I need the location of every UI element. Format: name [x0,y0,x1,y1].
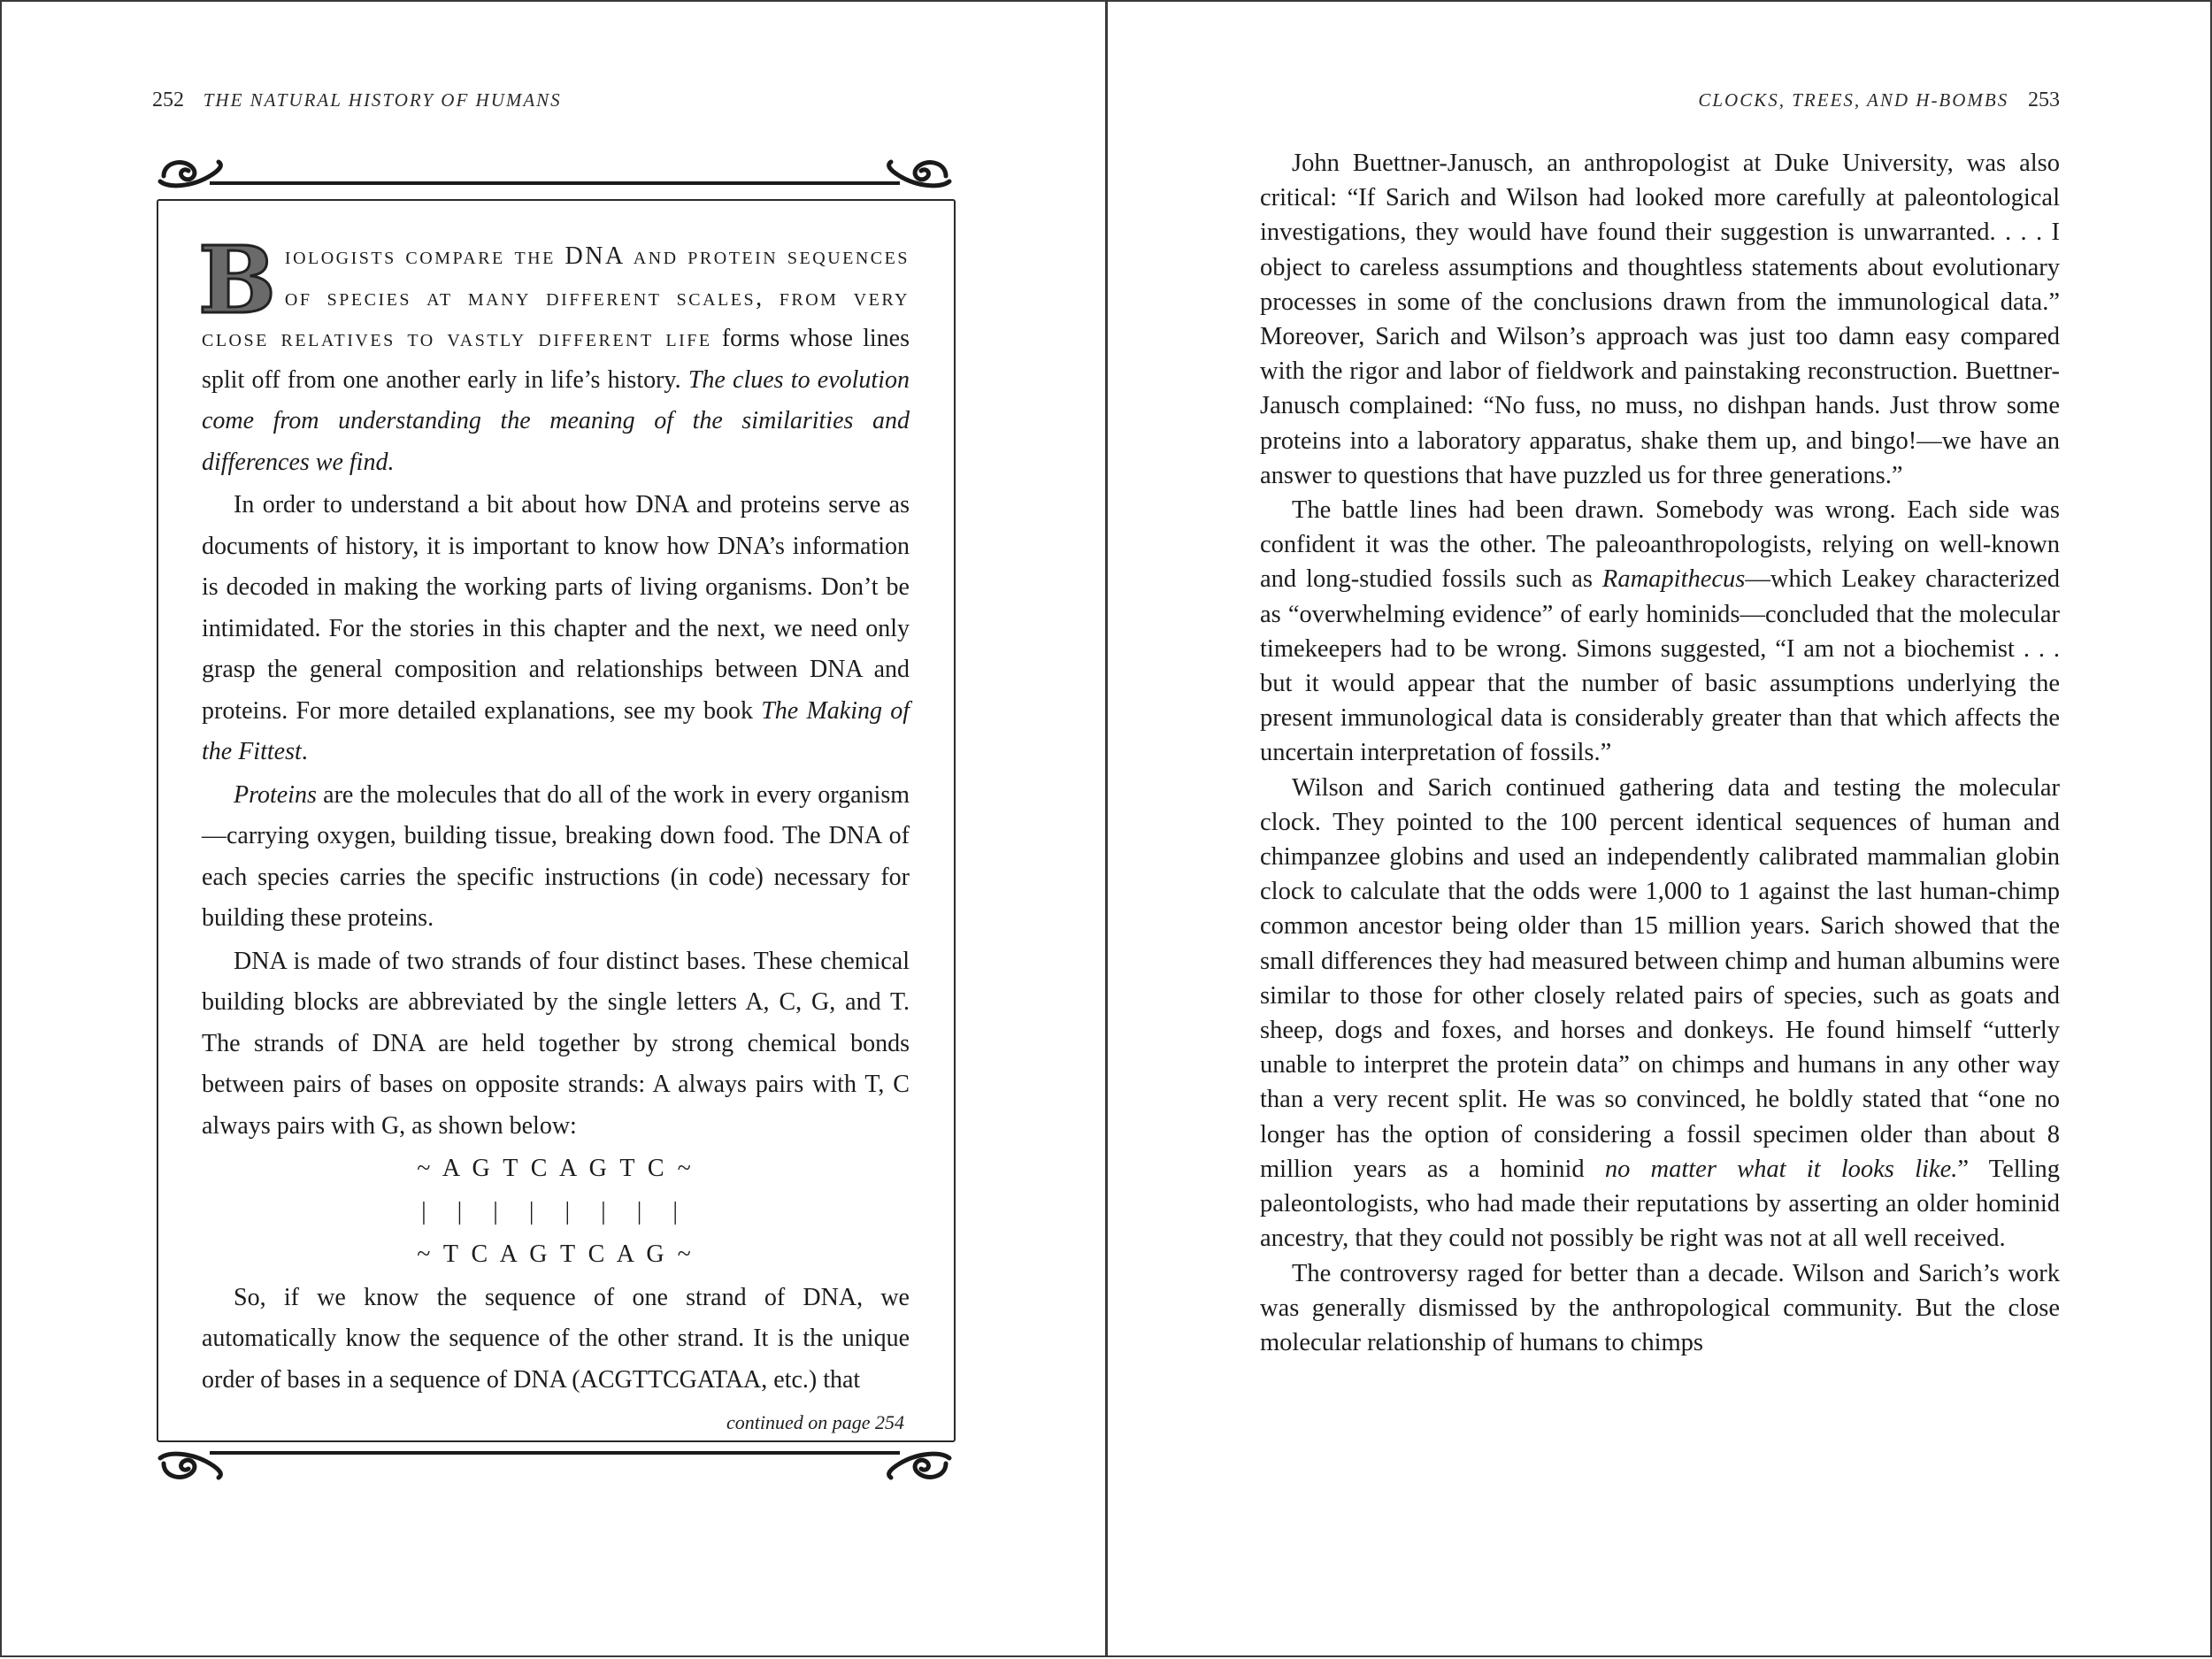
sidebar-paragraph-4: DNA is made of two strands of four distinct bases. These chemical building blocks are abbreviated by the single letters A, C, G, and T. The strands of DNA are held together by strong chemical bonds between pairs of bases on opposite strands: A always pairs with T, C always pairs with G, as shown below: [202,947,910,1140]
right-page-body [1260,146,2060,1360]
sidebar-paragraph-2 [202,485,910,773]
drop-cap: B [198,226,276,334]
p2-b: —which Leakey characterized as “overwhelming evidence” of early hominids—concluded that the molecular timekeepers had to be wrong. Simons suggested, “I am not a biochemist . . . but it would appear that the number of basic assumptions underlying the present immunological data is considerably greater than that which affects the uncertain interpretation of fossils.” [1260,565,2061,767]
running-title: CLOCKS, TREES, AND H-BOMBS [1698,89,2009,111]
paragraph-3 [1260,771,2060,1256]
paragraph-1: John Buettner-Janusch, an anthropologist at Duke University, was also critical: “If Sarich and Wilson had looked more carefully at paleontological investigations, they would have found their suggestion is unwarranted. . . . I object to careless assumptions and thoughtless statements about evolutionary processes in some of the conclusions drawn from the immunological data.” Moreover, Sarich and Wilson’s approach was just too damn easy compared with the rigor and labor of fieldwork and painstaking reconstruction. Buettner-Janusch complained: “No fuss, no muss, no dishpan hands. Just throw some proteins into a laboratory apparatus, shake them up, and bingo!—we have an answer to questions that have puzzled us for three generations.” [1260,150,2060,489]
p2-text: In order to understand a bit about how DNA and proteins serve as documents of history, it is important to know how DNA’s information is decoded in making the working parts of living organisms. Don’t be intimidated. For the stories in this chapter and the next, we need only grasp the general composition and relationships between DNA and proteins. For more detailed explanations, see my book [202,491,910,725]
p3-a: Wilson and Sarich continued gathering data and testing the molecular clock. They pointed to the 100 percent identical sequences of human and chimpanzee globins and used an independently calibrated mammalian globin clock to calculate that the odds were 1,000 to 1 against the last human-chimp common ancestor being older than 15 million years. Sarich showed that the small differences they had measured between chimp and human albumins were similar to those for other closely related pairs of species, such as goats and sheep, dogs and foxes, and horses and donkeys. He found himself “utterly unable to interpret the protein data” on chimps and humans in any other way than a very recent split. He was so convinced, he boldly stated that “one no longer has the option of considering a fossil specimen older than about 8 million years as a hominid [1260,773,2060,1183]
page-number: 252 [152,88,184,111]
sidebar-box [157,199,956,1442]
p2-italic: Ramapithecus [1601,565,1746,594]
sidebar-lead-paragraph [198,226,910,483]
sidebar-paragraph-5: So, if we know the sequence of one strand of DNA, we automatically know the sequence of the other strand. It is the unique order of bases in a sequence of DNA (ACGTTCGATAA, etc.) that [202,1283,910,1394]
ornament-bottom-rule [157,1446,953,1490]
sidebar-paragraph-3 [202,775,910,940]
dna-bonds: | | | | | | | | [421,1197,690,1225]
ornament-top-rule [157,150,953,194]
running-head-left [152,88,562,112]
scroll-ornament-icon [160,1454,949,1478]
lead-smallcaps: iologists compare the DNA and protein sequences of species at many different scales, from very close relatives to vastly different life [202,242,910,352]
p2-a: The battle lines had been drawn. Somebody was wrong. Each side was confident it was the other. The paleoanthropologists, relying on well-known and long-studied fossils such as [1260,496,2060,594]
p3-text: are the molecules that do all of the work in every organism—carrying oxygen, building tissue, breaking down food. The DNA of each species carries the specific instructions (in code) necessary for building these proteins. [202,780,910,932]
book-title: The Making of the Fittest [202,696,910,765]
p3-italic: Proteins [234,780,317,809]
p2-end: . [301,738,308,765]
p3-italic: no matter what it looks like. [1604,1155,1958,1183]
running-title: THE NATURAL HISTORY OF HUMANS [203,89,562,111]
paragraph-4: The controversy raged for better than a decade. Wilson and Sarich’s work was generally dismissed by the anthropological community. But the close molecular relationship of humans to chimps [1260,1259,2060,1356]
running-head-right [1698,88,2060,112]
lead-rest: forms whose lines split off from one another early in life’s history. [202,325,910,394]
lead-italic: The clues to evolution come from understanding the meaning of the similarities and differences we find. [202,365,910,476]
continued-note: continued on page 254 [726,1411,904,1433]
sidebar-text [198,226,910,1444]
dna-strand-top: ~ A G T C A G T C ~ [417,1155,695,1182]
paragraph-2 [1260,493,2060,771]
dna-strand-bottom: ~ T C A G T C A G ~ [417,1240,695,1268]
p3-b: ” Telling paleontologists, who had made their reputations by asserting an older hominid ancestry, that they could not possibly be right was not at all well received. [1260,1155,2060,1253]
left-page [0,0,1107,1657]
page-number: 253 [2028,88,2060,111]
